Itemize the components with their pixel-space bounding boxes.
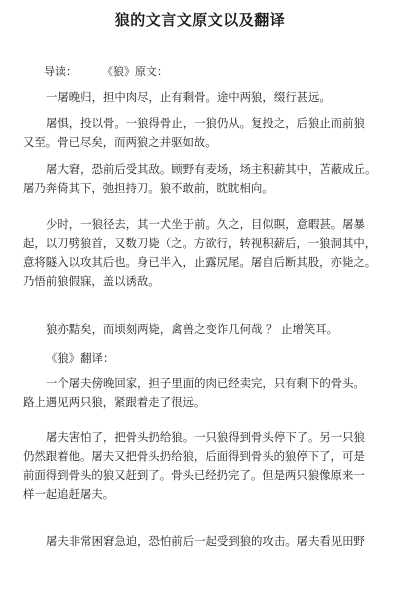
paragraph-line: 屠夫非常困窘急迫，恐怕前后一起受到狼的攻击。屠夫看见田野 (46, 534, 365, 548)
paragraph-line: 路上遇见两只狼，紧跟着走了很远。 (23, 395, 206, 409)
original-paragraph-1 (23, 88, 383, 107)
paragraph-line: 一屠晚归，担中肉尽，止有剩骨。途中两狼，缀行甚远。 (46, 90, 331, 104)
paragraph-line: 起，以刀劈狼首，又数刀毙（之。方欲行，转视积薪后，一狼洞其中， (23, 236, 377, 250)
paragraph-line: 少时，一狼径去，其一犬坐于前。久之，目似瞑，意暇甚。屠暴 (46, 217, 365, 231)
paragraph-line: 样一起追赶屠夫。 (23, 487, 115, 501)
original-paragraph-3 (23, 160, 383, 198)
guide-row (44, 63, 168, 79)
paragraph-line: 屠夫害怕了，把骨头扔给狼。一只狼得到骨头停下了。另一只狼 (46, 430, 365, 444)
page-title: 狼的文言文原文以及翻译 (114, 11, 286, 29)
paragraph-line: 屠惧，投以骨。一狼得骨止，一狼仍从。复投之，后狼止而前狼 (46, 116, 365, 130)
translation-paragraph-1 (23, 374, 383, 412)
paragraph-line: 狼亦黠矣，而顷刻两毙，禽兽之变诈几何哉 ？ 止增笑耳。 (46, 322, 339, 336)
translation-paragraph-3 (23, 532, 383, 551)
original-paragraph-4 (23, 215, 383, 291)
original-heading: 《狼》原文： (102, 65, 168, 78)
paragraph-line: 又至。骨已尽矣，而两狼之并驱如故。 (23, 135, 217, 149)
original-paragraph-2 (23, 114, 383, 152)
translation-heading: 《狼》翻译： (46, 351, 115, 365)
paragraph-line: 屠大窘，恐前后受其敌。顾野有麦场，场主积薪其中，苫蔽成丘。 (46, 162, 377, 176)
paragraph-line: 屠乃奔倚其下，弛担持刀。狼不敢前，眈眈相向。 (23, 181, 274, 195)
paragraph-line: 前面得到骨头的狼又赶到了。骨头已经扔完了。但是两只狼像原来一 (23, 468, 365, 482)
paragraph-line: 乃悟前狼假寐，盖以诱敌。 (23, 274, 160, 288)
paragraph-line: 仍然跟着他。屠夫又把骨头扔给狼，后面得到骨头的狼停下了，可是 (23, 449, 365, 463)
paragraph-line: 意将隧入以攻其后也。身已半入，止露尻尾。屠自后断其股，亦毙之。 (23, 255, 377, 269)
original-paragraph-5 (23, 320, 383, 339)
guide-label: 导读： (44, 65, 77, 78)
translation-paragraph-2 (23, 428, 383, 504)
paragraph-line: 一个屠夫傍晚回家，担子里面的肉已经卖完，只有剩下的骨头。 (46, 376, 365, 390)
